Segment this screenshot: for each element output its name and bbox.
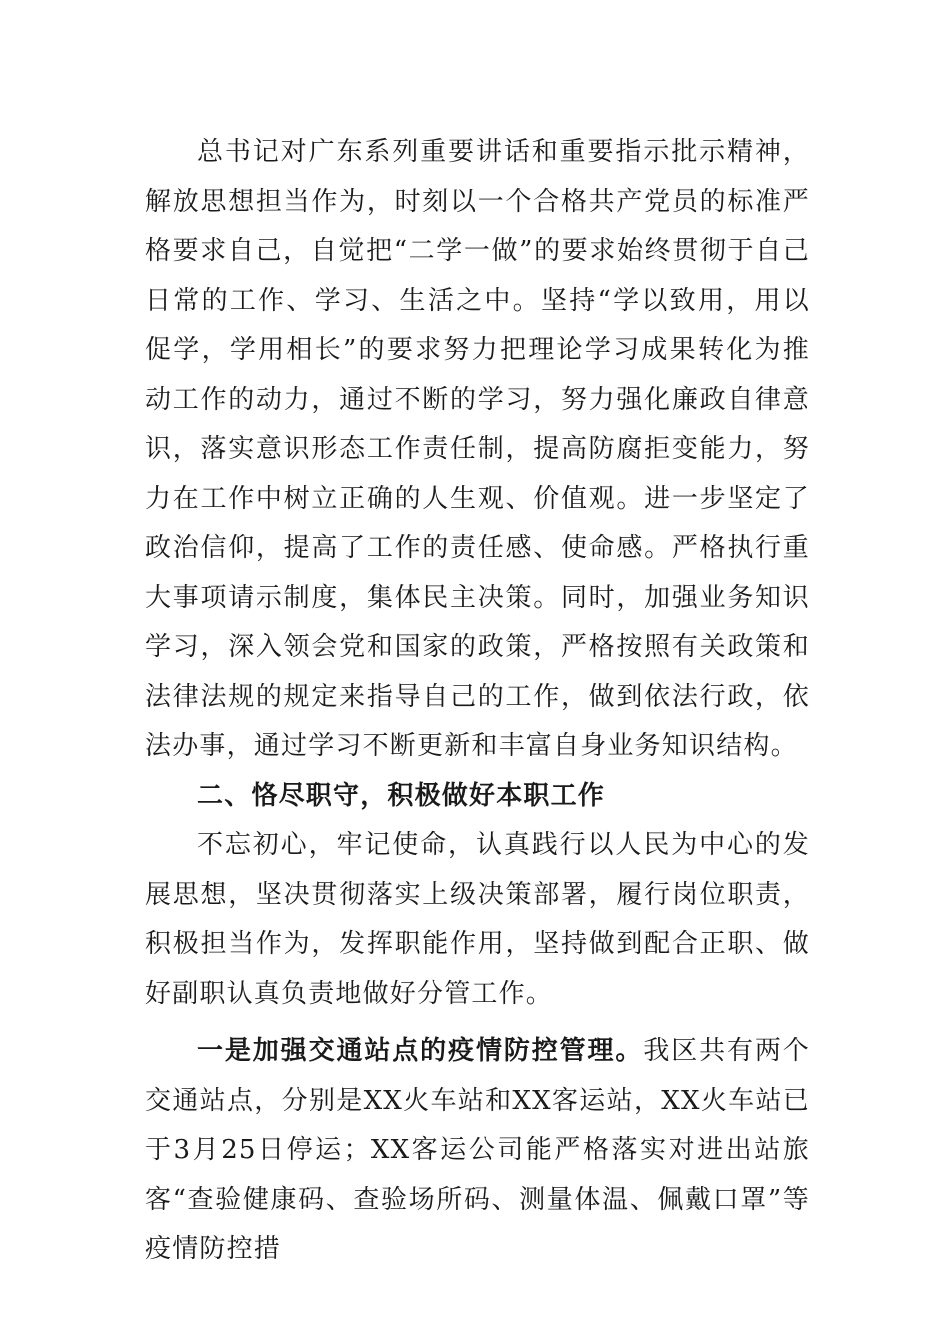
paragraph-duty: 不忘初心，牢记使命，认真践行以人民为中心的发展思想，坚决贯彻落实上级决策部署，履行岗位职责，积极担当作为，发挥职能作用，坚持做到配合正职、做好副职认真负责地做好分管工作。 [145,830,810,1009]
paragraph-study: 总书记对广东系列重要讲话和重要指示批示精神，解放思想担当作为，时刻以一个合格共产党员的标准严格要求自己，自觉把“二学一做”的要求始终贯彻于自己日常的工作、学习、生活之中。坚持“学以致用，用以促学，学用相长”的要求努力把理论学习成果转化为推动工作的动力，通过不断的学习，努力强化廉政自律意识，落实意识形态工作责任制，提高防腐拒变能力，努力在工作中树立正确的人生观、价值观。进一步坚定了政治信仰，提高了工作的责任感、使命感。严格执行重大事项请示制度，集体民主决策。同时，加强业务知识学习，深入领会党和国家的政策，严格按照有关政策和法律法规的规定来指导自己的工作，做到依法行政，依法办事，通过学习不断更新和丰富自身业务知识结构。 [145,137,810,761]
section-heading-duty: 二、恪尽职守，积极做好本职工作 [197,780,606,811]
paragraph-spacer [145,1019,810,1027]
document-body [145,128,810,1275]
paragraph-transport [145,1027,810,1275]
paragraph-body-transport: 我区共有两个交通站点，分别是XX火车站和XX客运站，XX火车站已于3月25日停运；XX客运公司能严格落实对进出站旅客“查验健康码、查验场所码、测量体温、佩戴口罩”等疫情防控措 [145,1036,811,1264]
paragraph-lead-transport: 一是加强交通站点的疫情防控管理。 [197,1036,644,1066]
